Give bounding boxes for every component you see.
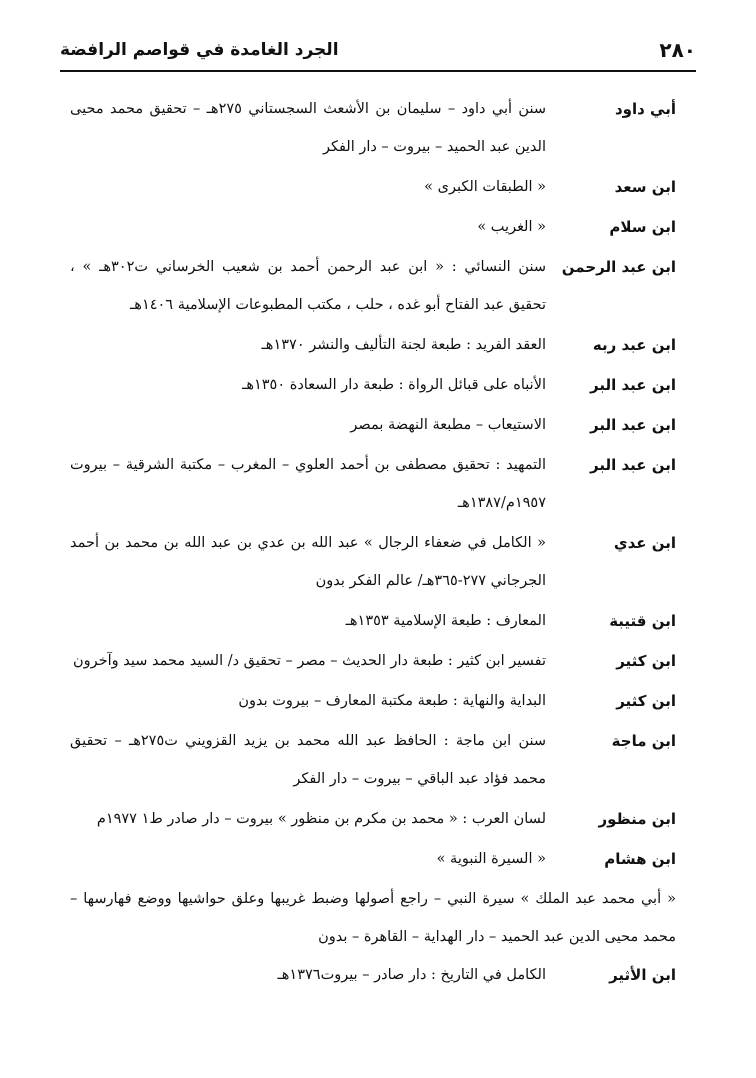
entry-reference: تفسير ابن كثير : طبعة دار الحديث – مصر – تحقيق د/ السيد محمد سيد وآخرون [73, 653, 546, 669]
entry-author: ابن عدي [613, 534, 676, 552]
running-title: الجرد الغامدة في قواصم الرافضة [60, 40, 339, 60]
entry-reference: سنن أبي داود – سليمان بن الأشعث السجستاني ٢٧٥هـ – تحقيق محمد محيى الدين عبد الحميد – بيروت – دار الفكر [70, 101, 546, 155]
entry-reference: الاستيعاب – مطبعة النهضة بمصر [350, 417, 546, 433]
entry-author: ابن عبد الرحمن [561, 258, 676, 276]
entry-reference: الأنباه على قبائل الرواة : طبعة دار السعادة ١٣٥٠هـ [242, 377, 546, 393]
page-header [60, 36, 696, 72]
entry-author: ابن كثير [616, 692, 676, 710]
bibliography-entry [70, 956, 676, 994]
entry-reference: « الكامل في ضعفاء الرجال » عبد الله بن عدي بن عبد الله بن محمد بن أحمد الجرجاني ٢٧٧-٣٦٥هـ/ عالم الفكر بدون [70, 535, 546, 589]
bibliography-entry [70, 248, 676, 324]
bibliography-entry [70, 602, 676, 640]
bibliography-entry [70, 524, 676, 600]
bibliography-entry [70, 446, 676, 522]
entry-continuation: « أبي محمد عبد الملك » سيرة النبي – راجع أصولها وضبط غريبها وعلق حواشيها ووضع فهارسها – محمد محيى الدين عبد الحميد – دار الهداية – القاهرة – بدون [70, 891, 676, 945]
bibliography-entry [70, 800, 676, 838]
bibliography-entry [70, 642, 676, 680]
bibliography-entry [70, 722, 676, 798]
bibliography-entry [70, 682, 676, 720]
bibliography-entry [70, 366, 676, 404]
bibliography-entry [70, 406, 676, 444]
bibliography-entry [70, 208, 676, 246]
entry-author: ابن قتيبة [609, 612, 676, 630]
entry-reference: « الطبقات الكبرى » [424, 179, 546, 195]
entry-author: ابن هشام [604, 850, 676, 868]
bibliography-entry [70, 168, 676, 206]
entry-reference: المعارف : طبعة الإسلامية ١٣٥٣هـ [345, 613, 546, 629]
entry-author: ابن عبد ربه [592, 336, 676, 354]
entry-author: ابن عبد البر [590, 416, 676, 434]
entry-author: ابن عبد البر [590, 456, 676, 474]
entry-reference: « السيرة النبوية » [436, 851, 546, 867]
entry-reference: التمهيد : تحقيق مصطفى بن أحمد العلوي – المغرب – مكتبة الشرقية – بيروت ١٩٥٧م/١٣٨٧هـ [70, 457, 546, 511]
entry-author: ابن الأثير [609, 966, 676, 984]
entry-reference: لسان العرب : « محمد بن مكرم بن منظور » بيروت – دار صادر ط١ ١٩٧٧م [96, 811, 546, 827]
entry-author: ابن كثير [616, 652, 676, 670]
entry-reference: البداية والنهاية : طبعة مكتبة المعارف – بيروت بدون [238, 693, 546, 709]
entry-author: ابن منظور [598, 810, 676, 828]
entry-reference: « الغريب » [477, 219, 546, 235]
bibliography-entry [70, 326, 676, 364]
bibliography-entry [70, 840, 676, 878]
bibliography-list [70, 90, 676, 996]
entry-reference: الكامل في التاريخ : دار صادر – بيروت١٣٧٦هـ [277, 967, 546, 983]
entry-reference: سنن النسائي : « ابن عبد الرحمن أحمد بن شعيب الخرساني ت٣٠٢هـ » ، تحقيق عبد الفتاح أبو غده ، حلب ، مكتب المطبوعات الإسلامية ١٤٠٦هـ [70, 259, 546, 313]
entry-reference: العقد الفريد : طبعة لجنة التأليف والنشر ١٣٧٠هـ [261, 337, 546, 353]
bibliography-entry [70, 90, 676, 166]
entry-author: ابن سلام [609, 218, 676, 236]
entry-author: ابن ماجة [611, 732, 676, 750]
entry-author: أبي داود [614, 100, 676, 118]
entry-reference: سنن ابن ماجة : الحافظ عبد الله محمد بن يزيد القزويني ت٢٧٥هـ – تحقيق محمد فؤاد عبد الباقي – بيروت – دار الفكر [70, 733, 547, 787]
entry-author: ابن عبد البر [590, 376, 676, 394]
entry-author: ابن سعد [614, 178, 676, 196]
page-number: ٢٨٠ [659, 38, 696, 62]
